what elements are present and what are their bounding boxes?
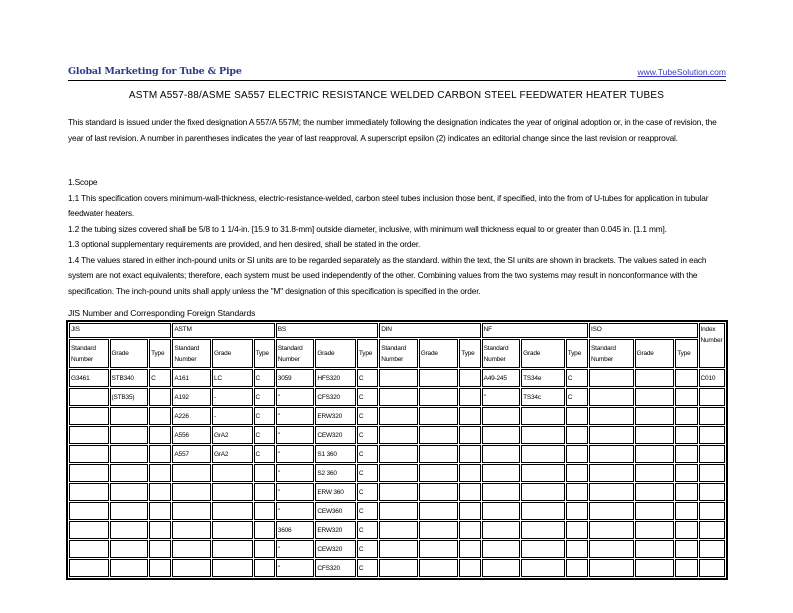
table-cell (566, 540, 588, 558)
col-header-standard-number: Standard Number (276, 339, 315, 368)
table-cell (69, 445, 109, 463)
scope-item-1-2: 1.2 the tubing sizes covered shall be 5/8 to 1 1/4-in. [15.9 to 31.8-mm] outside diameter, inclusive, with minimum wall thickness equal to or greater than 0.045 in. [1.1 mm]. (68, 223, 667, 234)
table-cell (69, 540, 109, 558)
table-cell (521, 445, 565, 463)
table-cell (379, 388, 418, 406)
table-row (69, 426, 725, 444)
table-cell (172, 540, 211, 558)
table-cell (675, 559, 697, 577)
table-cell (69, 388, 109, 406)
scope-section (68, 175, 730, 299)
table-cell (699, 483, 725, 501)
group-header-nf: NF (482, 323, 588, 338)
table-cell (254, 559, 275, 577)
table-cell: A161 (172, 369, 211, 387)
table-cell: CFS320 (315, 559, 356, 577)
table-cell (212, 483, 253, 501)
table-cell: " (276, 559, 315, 577)
table-cell (379, 502, 418, 520)
table-cell (699, 559, 725, 577)
table-cell (419, 426, 459, 444)
table-row (69, 407, 725, 425)
table-row (69, 388, 725, 406)
table-cell (675, 445, 697, 463)
table-cell: (STB35) (110, 388, 149, 406)
table-cell (635, 445, 675, 463)
table-cell (699, 407, 725, 425)
scope-item-1-3: 1.3 optional supplementary requirements are provided, and hen desired, shall be stated in the order. (68, 239, 421, 249)
table-cell (419, 483, 459, 501)
table-cell (589, 388, 634, 406)
col-header-grade: Grade (419, 339, 459, 368)
table-cell: " (276, 540, 315, 558)
table-cell: CFS320 (315, 388, 356, 406)
table-cell (459, 369, 480, 387)
table-cell (379, 407, 418, 425)
table-cell (699, 502, 725, 520)
col-header-grade: Grade (635, 339, 675, 368)
table-cell: C (357, 540, 378, 558)
table-cell: C (254, 388, 275, 406)
group-header-bs: BS (276, 323, 378, 338)
table-cell: ERW320 (315, 407, 356, 425)
table-cell: " (276, 464, 315, 482)
table-cell (172, 521, 211, 539)
table-row (69, 464, 725, 482)
table-cell (419, 521, 459, 539)
intro-paragraph: This standard is issued under the fixed designation A 557/A 557M; the number immediately following the designation indicates the year of original adoption or, in the case of revision, the year of last revision. A number in parentheses indicates the year of last reapproval. A superscript epsilon (2) indicates an editorial change since the last revision or reapproval. (68, 117, 717, 143)
table-cell (459, 521, 480, 539)
table-cell (379, 483, 418, 501)
table-cell (110, 559, 149, 577)
col-header-type: Type (254, 339, 275, 368)
table-cell (589, 540, 634, 558)
table-cell (379, 464, 418, 482)
table-cell: CEW360 (315, 502, 356, 520)
table-cell (419, 388, 459, 406)
table-cell (521, 559, 565, 577)
table-cell: TS34c (521, 388, 565, 406)
table-cell (675, 483, 697, 501)
table-cell (212, 502, 253, 520)
col-header-type: Type (566, 339, 588, 368)
table-cell: - (212, 407, 253, 425)
table-row (69, 502, 725, 520)
table-cell (675, 521, 697, 539)
table-cell (459, 407, 480, 425)
table-cell: " (276, 445, 315, 463)
index-number-header: Index Number (699, 323, 725, 368)
table-cell (69, 407, 109, 425)
table-cell (459, 502, 480, 520)
table-cell: " (276, 502, 315, 520)
scope-item-1-1: 1.1 This specification covers minimum-wall-thickness, electric-resistance-welded, carbon steel tubes inclusion those bent, if specified, into the from of U-tubes for application in tubular feedwater heaters. (68, 192, 709, 218)
table-row (69, 445, 725, 463)
document-title: ASTM A557-88/ASME SA557 ELECTRIC RESISTANCE WELDED CARBON STEEL FEEDWATER HEATER TUBES (128, 90, 665, 101)
table-cell (521, 464, 565, 482)
table-cell: C (357, 559, 378, 577)
table-cell (482, 407, 521, 425)
table-cell (69, 426, 109, 444)
table-cell (379, 369, 418, 387)
col-header-type: Type (459, 339, 480, 368)
table-cell (379, 445, 418, 463)
table-cell (69, 559, 109, 577)
table-cell: A556 (172, 426, 211, 444)
table-cell (675, 464, 697, 482)
col-header-standard-number: Standard Number (172, 339, 211, 368)
table-cell: A226 (172, 407, 211, 425)
table-cell: C (357, 483, 378, 501)
table-cell (699, 388, 725, 406)
table-cell (482, 502, 521, 520)
col-header-grade: Grade (110, 339, 149, 368)
table-cell (459, 464, 480, 482)
table-cell (172, 483, 211, 501)
table-cell (589, 369, 634, 387)
website-link[interactable]: www.TubeSolution.com (637, 67, 726, 77)
table-cell: " (276, 407, 315, 425)
table-cell (149, 445, 171, 463)
table-cell (110, 521, 149, 539)
table-cell (254, 483, 275, 501)
table-cell (589, 445, 634, 463)
table-cell: C (357, 426, 378, 444)
table-caption: JIS Number and Corresponding Foreign Standards (68, 308, 256, 318)
table-cell: C (149, 369, 171, 387)
table-row (69, 521, 725, 539)
table-cell (589, 407, 634, 425)
table-cell (69, 483, 109, 501)
table-cell: S2 360 (315, 464, 356, 482)
column-header-row (69, 339, 725, 368)
table-cell: 3059 (276, 369, 315, 387)
table-cell (521, 540, 565, 558)
col-header-standard-number: Standard Number (482, 339, 521, 368)
standards-table (66, 320, 728, 580)
group-header-iso: ISO (589, 323, 697, 338)
scope-item-1-4: 1.4 The values stared in either inch-pound units or SI units are to be regarded separately as the standard. within the text, the SI units are shown in brackets. The values sated in each system are not exact equivalents; therefore, each system must be used independently of the other. Combining values from the two systems may result in nonconformance with the specification. The inch-pound units shall apply unless the "M" designation of this specification is specified in the order. (68, 254, 707, 296)
table-cell (254, 521, 275, 539)
group-header-din: DIN (379, 323, 480, 338)
table-cell (419, 559, 459, 577)
table-cell (212, 464, 253, 482)
table-cell (254, 540, 275, 558)
table-cell (110, 407, 149, 425)
table-cell (419, 445, 459, 463)
table-cell (212, 521, 253, 539)
table-cell (149, 521, 171, 539)
table-cell (699, 426, 725, 444)
table-cell (482, 521, 521, 539)
table-cell: GrA2 (212, 445, 253, 463)
table-cell (69, 464, 109, 482)
table-row (69, 559, 725, 577)
table-cell: C (254, 369, 275, 387)
table-cell (149, 426, 171, 444)
table-cell: C (254, 445, 275, 463)
table-cell (521, 521, 565, 539)
table-cell (379, 426, 418, 444)
table-cell: C (357, 388, 378, 406)
table-cell: C (357, 445, 378, 463)
table-cell (419, 369, 459, 387)
table-cell: 3606 (276, 521, 315, 539)
table-cell (589, 426, 634, 444)
col-header-standard-number: Standard Number (589, 339, 634, 368)
group-header-jis: JIS (69, 323, 171, 338)
table-cell: C (254, 426, 275, 444)
table-cell (699, 445, 725, 463)
table-cell (459, 559, 480, 577)
table-cell (459, 388, 480, 406)
table-cell: A557 (172, 445, 211, 463)
group-header-astm: ASTM (172, 323, 274, 338)
table-cell: G3461 (69, 369, 109, 387)
table-cell (419, 464, 459, 482)
col-header-type: Type (149, 339, 171, 368)
table-cell: " (276, 388, 315, 406)
col-header-grade: Grade (521, 339, 565, 368)
table-cell (635, 502, 675, 520)
brand-name: Global Marketing for Tube & Pipe (68, 66, 242, 77)
table-cell: A192 (172, 388, 211, 406)
table-cell (589, 502, 634, 520)
table-cell (482, 464, 521, 482)
table-cell: STB340 (110, 369, 149, 387)
table-cell (379, 559, 418, 577)
table-cell: ERW 360 (315, 483, 356, 501)
table-cell (521, 483, 565, 501)
table-cell: C (357, 369, 378, 387)
table-cell (675, 407, 697, 425)
table-cell (69, 521, 109, 539)
table-cell (172, 464, 211, 482)
table-cell (635, 464, 675, 482)
table-cell: CEW320 (315, 540, 356, 558)
table-cell: GrA2 (212, 426, 253, 444)
table-cell (459, 426, 480, 444)
table-cell (675, 426, 697, 444)
table-cell (149, 483, 171, 501)
table-cell (675, 369, 697, 387)
table-cell (482, 426, 521, 444)
table-cell (69, 502, 109, 520)
table-cell (110, 426, 149, 444)
table-cell (521, 502, 565, 520)
table-cell (566, 483, 588, 501)
table-cell (172, 502, 211, 520)
col-header-type: Type (675, 339, 697, 368)
table-cell (566, 502, 588, 520)
table-cell (110, 540, 149, 558)
table-cell (589, 521, 634, 539)
table-cell: S1 360 (315, 445, 356, 463)
table-cell (379, 521, 418, 539)
table-cell (254, 464, 275, 482)
table-cell: C (357, 521, 378, 539)
table-cell: C (566, 369, 588, 387)
col-header-grade: Grade (212, 339, 253, 368)
table-cell (521, 426, 565, 444)
table-cell (149, 407, 171, 425)
table-cell (699, 521, 725, 539)
table-cell (149, 502, 171, 520)
table-cell (110, 483, 149, 501)
col-header-standard-number: Standard Number (379, 339, 418, 368)
table-cell (149, 464, 171, 482)
table-cell (149, 388, 171, 406)
table-cell: A49-245 (482, 369, 521, 387)
table-cell (482, 483, 521, 501)
table-cell: TS34e (521, 369, 565, 387)
table-cell (675, 540, 697, 558)
table-cell (110, 445, 149, 463)
table-cell (172, 559, 211, 577)
table-cell: C (357, 464, 378, 482)
table-cell (110, 464, 149, 482)
table-cell: LC (212, 369, 253, 387)
table-cell (212, 540, 253, 558)
table-cell: C (254, 407, 275, 425)
table-cell: - (212, 388, 253, 406)
table-cell (589, 464, 634, 482)
table-cell (589, 483, 634, 501)
col-header-type: Type (357, 339, 378, 368)
table-cell: " (482, 388, 521, 406)
table-row (69, 369, 725, 387)
table-cell: C (357, 502, 378, 520)
table-cell (459, 540, 480, 558)
col-header-grade: Grade (315, 339, 356, 368)
table-cell (482, 445, 521, 463)
group-header-row (69, 323, 725, 338)
table-cell: CEW320 (315, 426, 356, 444)
table-cell (675, 388, 697, 406)
table-cell: C (357, 407, 378, 425)
table-cell: HFS320 (315, 369, 356, 387)
table-cell (521, 407, 565, 425)
table-cell (149, 540, 171, 558)
table-cell (379, 540, 418, 558)
table-cell (149, 559, 171, 577)
table-cell: " (276, 483, 315, 501)
table-cell (212, 559, 253, 577)
table-cell (254, 502, 275, 520)
table-cell (699, 464, 725, 482)
table-cell (675, 502, 697, 520)
table-row (69, 540, 725, 558)
table-cell (635, 483, 675, 501)
table-cell (635, 559, 675, 577)
table-cell (699, 540, 725, 558)
table-cell (419, 407, 459, 425)
table-cell (589, 559, 634, 577)
table-cell (635, 540, 675, 558)
table-cell: C (566, 388, 588, 406)
table-cell (635, 426, 675, 444)
table-cell (459, 445, 480, 463)
table-row (69, 483, 725, 501)
table-cell (635, 388, 675, 406)
table-cell (566, 521, 588, 539)
table-cell (566, 407, 588, 425)
table-cell: C010 (699, 369, 725, 387)
table-cell (110, 502, 149, 520)
col-header-standard-number: Standard Number (69, 339, 109, 368)
table-cell (566, 445, 588, 463)
table-cell: ERW320 (315, 521, 356, 539)
table-cell (482, 540, 521, 558)
table-cell (419, 540, 459, 558)
page-header (68, 66, 726, 81)
table-cell (566, 464, 588, 482)
table-cell (635, 521, 675, 539)
scope-heading: 1.Scope (68, 177, 98, 187)
table-cell (566, 559, 588, 577)
table-cell (635, 407, 675, 425)
table-cell (482, 559, 521, 577)
table-cell (635, 369, 675, 387)
table-cell (419, 502, 459, 520)
table-cell (566, 426, 588, 444)
table-cell (459, 483, 480, 501)
table-cell: " (276, 426, 315, 444)
